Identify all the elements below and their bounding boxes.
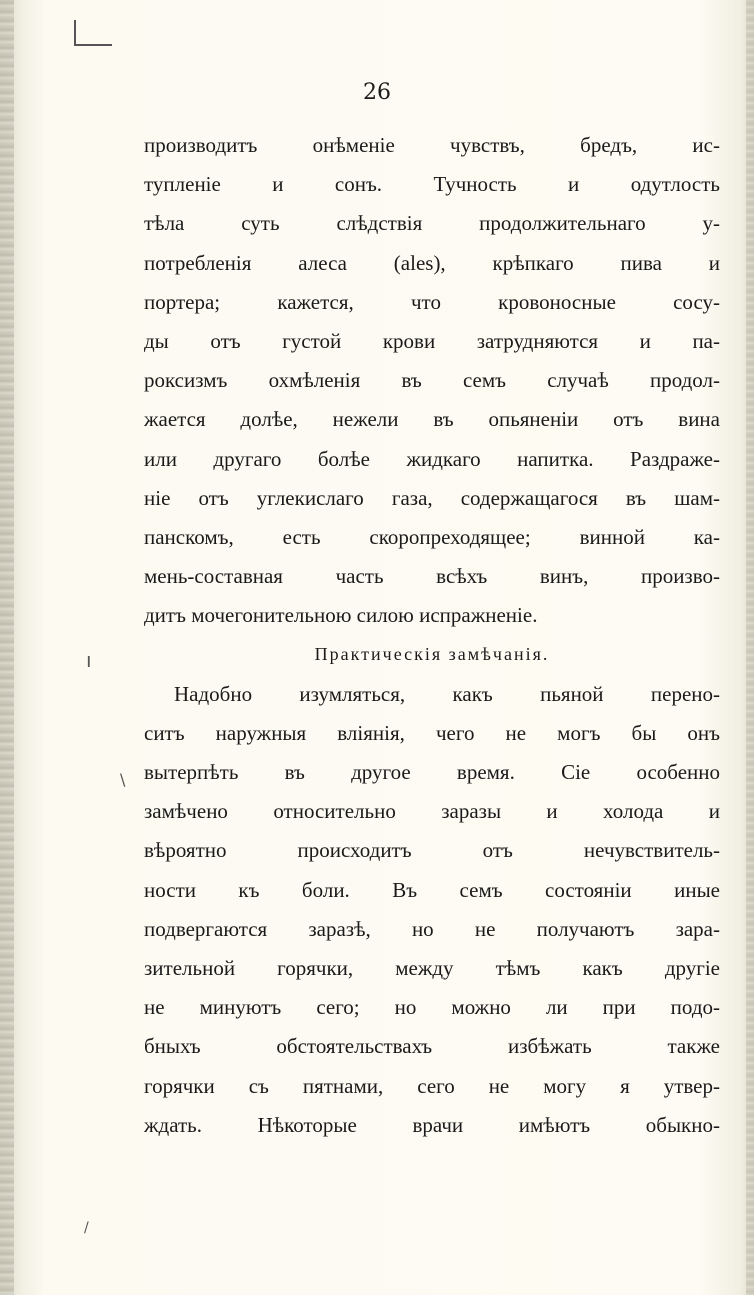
page-binding-right-edge xyxy=(746,0,754,1295)
margin-mark: \ xyxy=(120,770,126,789)
text-line: ности къ боли. Въ семъ состояніи иные xyxy=(144,877,720,902)
text-line: панскомъ, есть скоропреходящее; винной ка- xyxy=(144,524,720,549)
text-line: портера; кажется, что кровоносные сосу- xyxy=(144,289,720,314)
text-line: или другаго болѣе жидкаго напитка. Раздраже- xyxy=(144,446,720,471)
text-line: роксизмъ охмѣленія въ семъ случаѣ продол- xyxy=(144,368,720,393)
text-line: Надобно изумляться, какъ пьяной перено- xyxy=(174,681,720,706)
text-line: подвергаются заразѣ, но не получаютъ зара- xyxy=(144,916,720,941)
text-line: жается долѣе, нежели въ опьяненіи отъ вина xyxy=(144,407,720,432)
text-line: ніе отъ углекислаго газа, содержащагося въ шам- xyxy=(144,485,720,510)
text-line: производитъ онѣменіе чувствъ, бредъ, ис- xyxy=(144,133,720,157)
text-line: ды отъ густой крови затрудняются и па- xyxy=(144,328,720,353)
text-line: зительной горячки, между тѣмъ какъ другіе xyxy=(144,955,720,980)
corner-bracket-mark xyxy=(74,20,112,46)
margin-mark: / xyxy=(84,1220,89,1236)
text-line: вытерпѣть въ другое время. Сіе особенно xyxy=(144,760,720,784)
text-line: не минуютъ сего; но можно ли при подо- xyxy=(144,995,720,1020)
page-binding-left-edge xyxy=(0,0,14,1295)
section-heading: Практическія замѣчанія. xyxy=(314,644,550,665)
text-line: тупленіе и сонъ. Тучность и одутлость xyxy=(144,172,720,197)
text-line: замѣчено относительно заразы и холода и xyxy=(144,799,720,824)
page-number: 26 xyxy=(363,80,391,105)
text-line: ситъ наружныя вліянія, чего не могъ бы онъ xyxy=(144,720,720,745)
text-line: потребленія алеса (ales), крѣпкаго пива и xyxy=(144,250,720,275)
text-line: бныхъ обстоятельствахъ избѣжать также xyxy=(144,1034,720,1059)
text-line: вѣроятно происходитъ отъ нечувствитель- xyxy=(144,838,720,863)
margin-mark: ı xyxy=(86,648,92,672)
text-line: мень-составная часть всѣхъ винъ, произво- xyxy=(144,564,720,589)
text-line: горячки съ пятнами, сего не могу я утвер- xyxy=(144,1073,720,1098)
text-line: ждать. Нѣкоторые врачи имѣютъ обыкно- xyxy=(144,1112,720,1137)
text-line: тѣла суть слѣдствія продолжительнаго у- xyxy=(144,211,720,236)
text-line: дитъ мочегонительною силою испражненіе. xyxy=(144,603,538,628)
body-text xyxy=(144,126,720,1145)
